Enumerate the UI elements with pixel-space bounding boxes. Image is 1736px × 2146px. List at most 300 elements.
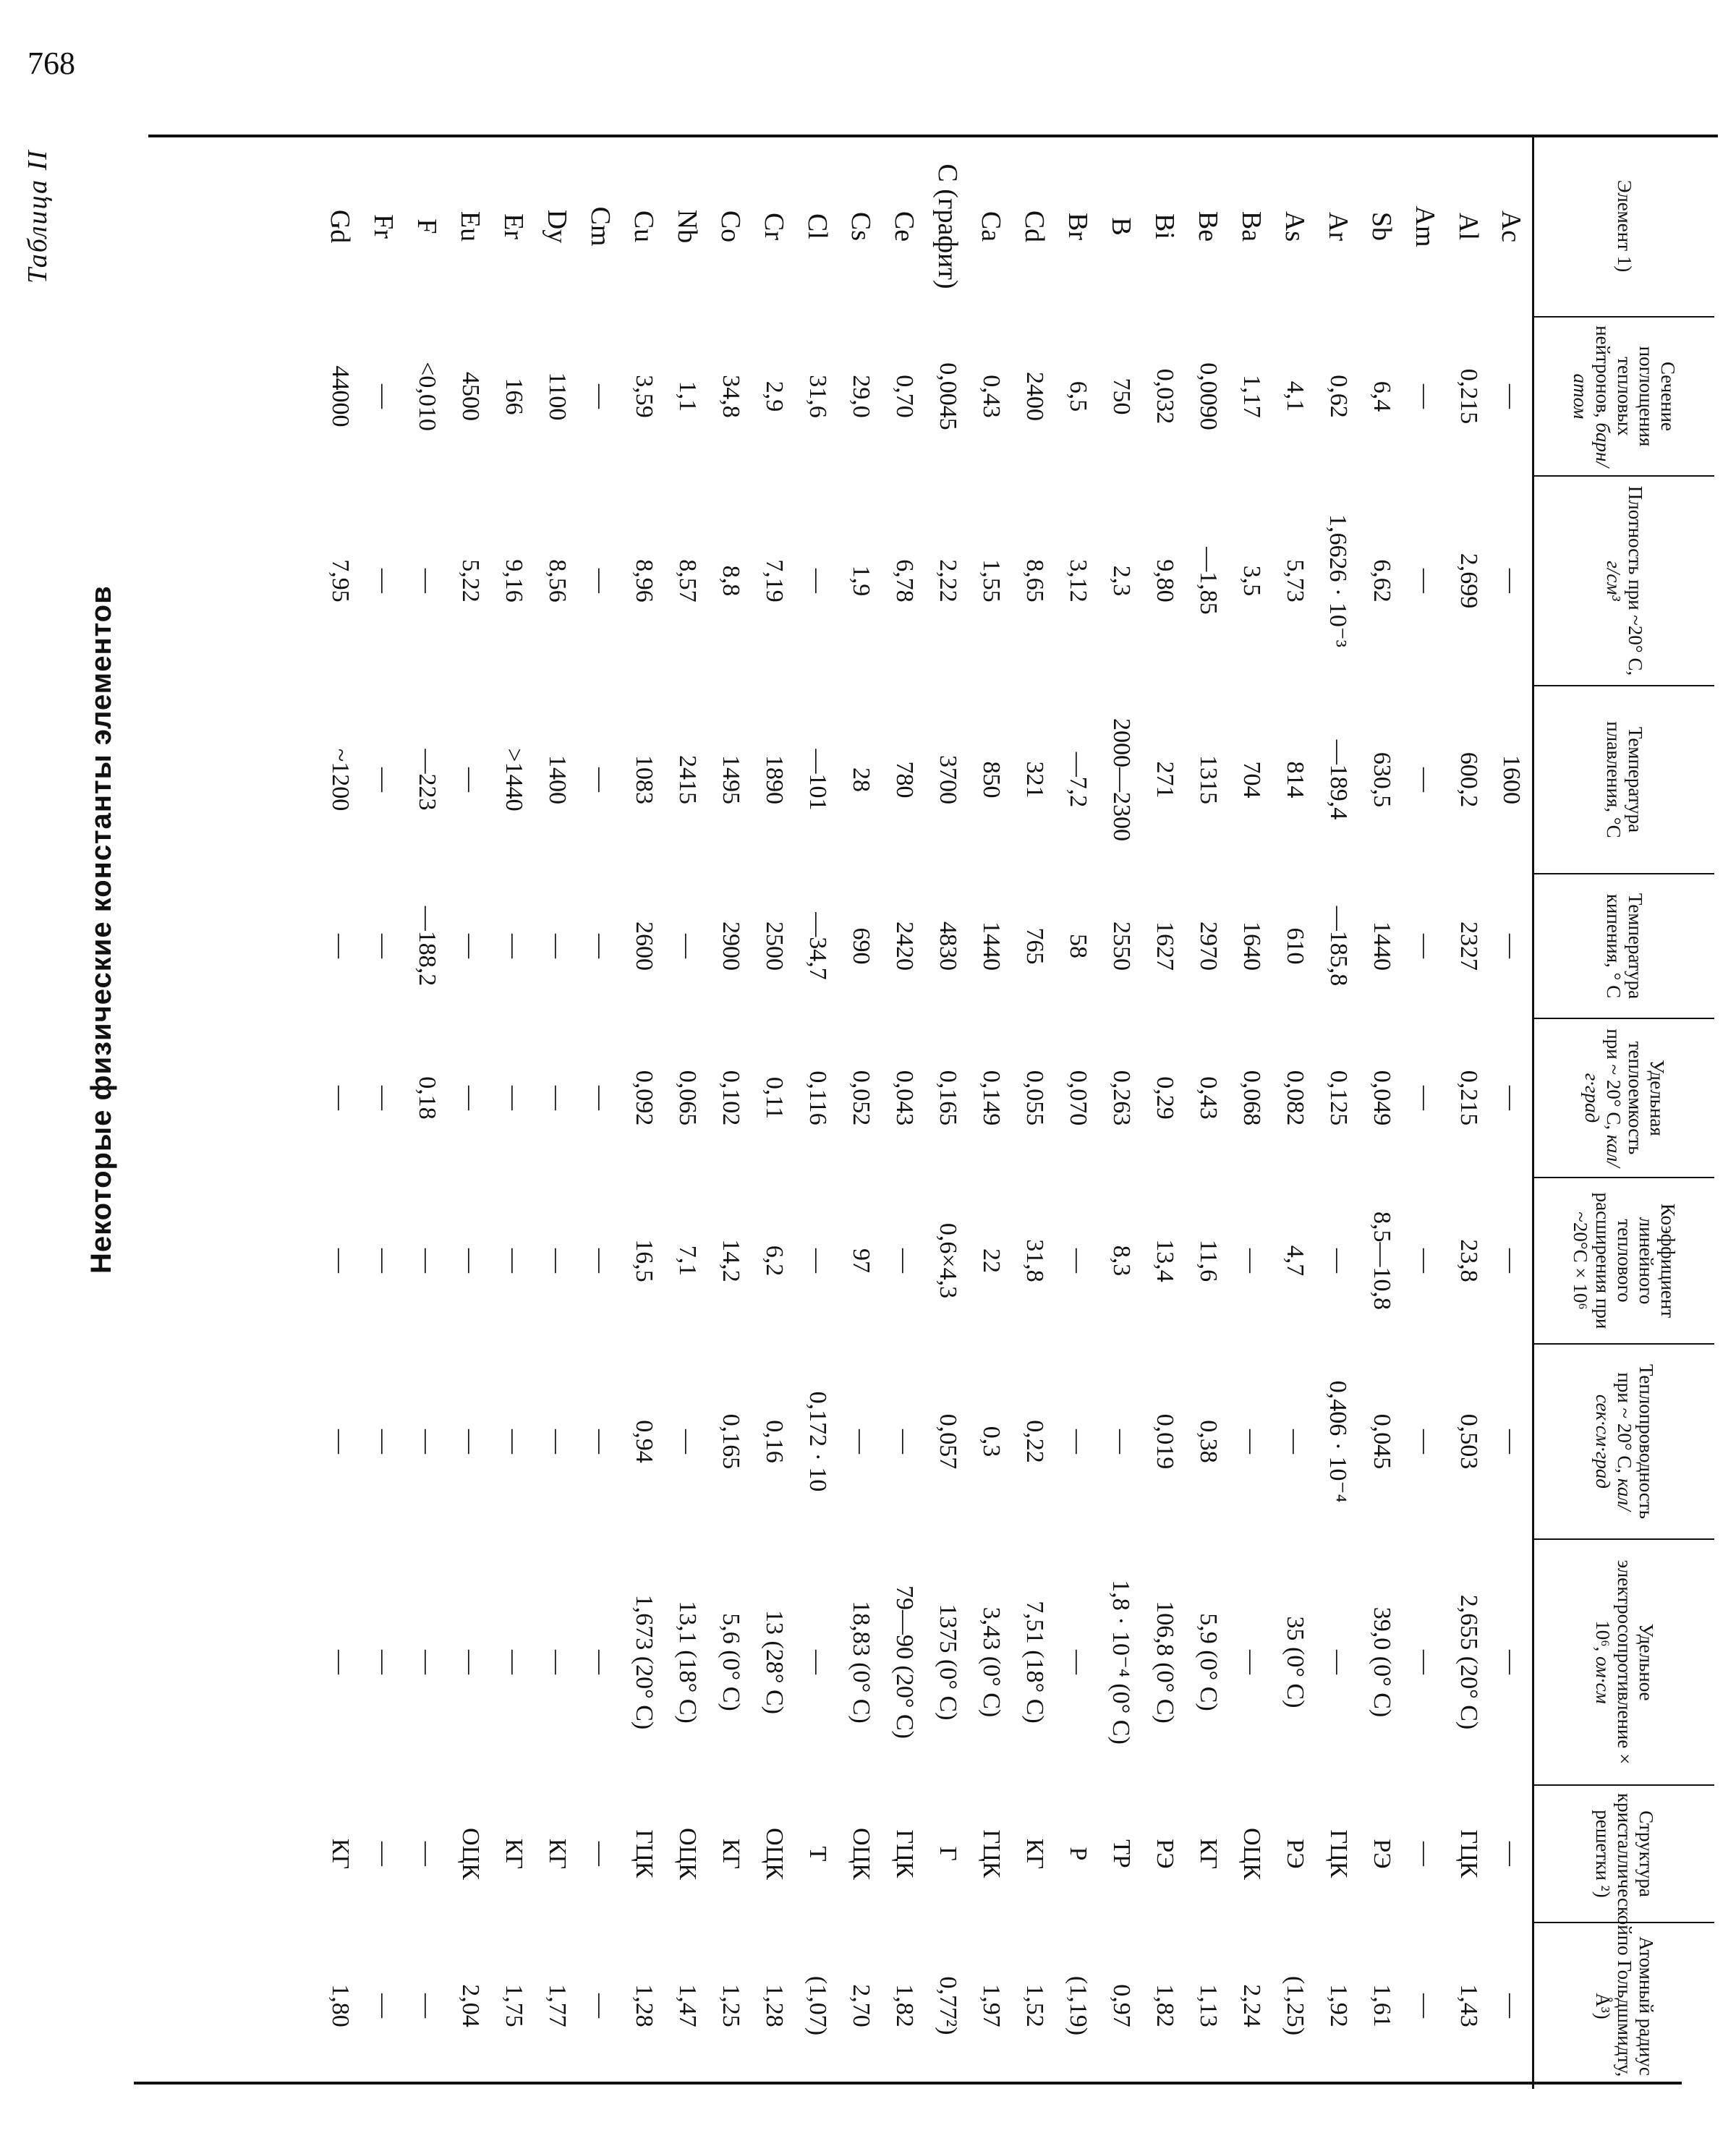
table-cell: 1,97 [978,1984,1005,2027]
element-symbol: F [412,218,442,234]
table-cell: 0,0090 [1195,362,1222,430]
column-title: Температура плавления, °С [1602,721,1646,838]
element-symbol: Fr [368,214,399,239]
table-cell: — [1282,1429,1309,1454]
column-header [1533,1178,1714,1344]
column-unit: ом·см [1591,1656,1614,1704]
table-cell: —7,2 [1065,751,1092,808]
table-row [709,136,752,2089]
table-cell: 0,215 [1455,1070,1482,1126]
table-cell: 0,11 [761,1076,788,1120]
table-cell: 0,0045 [935,362,961,430]
table-cell: 1100 [544,372,571,421]
table-cell: — [1412,1993,1439,2018]
table-cell: РЭ [1369,1839,1395,1869]
element-symbol: Bi [1149,213,1180,239]
table-cell: — [1498,384,1526,409]
table-cell: ОЦК [674,1828,701,1880]
table-cell: 2,70 [848,1984,875,2027]
table-cell: 2600 [631,921,658,971]
table-cell: — [848,1429,875,1454]
rotated-table-container [145,136,1714,2089]
table-cell: 0,049 [1369,1070,1395,1126]
table-cell: 1,52 [1021,1984,1048,2027]
table-cell: — [587,1086,614,1110]
table-cell: 0,165 [718,1413,744,1470]
table-cell: 1,47 [674,1984,701,2027]
table-cell: 1083 [631,755,658,804]
element-symbol: Cl [802,213,833,239]
table-cell: — [1238,1650,1265,1674]
table-cell: 1,28 [631,1984,658,2027]
element-symbol: Gd [325,209,355,244]
table-cell: — [1498,1993,1526,2018]
column-title: Сечение поглощения тепловых нейтронов, [1591,325,1680,447]
table-cell: 31,6 [804,375,831,418]
table-row [1056,136,1099,2089]
table-cell: ГЦК [891,1829,918,1878]
table-cell: 8,5—10,8 [1369,1212,1395,1310]
table-cell: 29,0 [848,375,875,418]
table-cell: КГ [544,1838,571,1870]
table-cell: 600,2 [1455,751,1482,808]
table-cell: 5,6 (0° С) [718,1613,744,1711]
table-cell: 271 [1152,761,1178,799]
document-title: Некоторые физические константы элементов [85,585,117,1274]
table-cell: Т [804,1846,831,1862]
table-cell: — [414,1429,441,1454]
table-cell: 321 [1021,761,1048,799]
table-cell: 13,1 (18° С) [674,1601,701,1724]
table-cell: 3,5 [1238,565,1265,597]
table-cell: — [544,934,571,958]
table-cell: 6,4 [1369,380,1395,412]
element-symbol: B [1106,217,1136,236]
page-number: 768 [27,46,75,81]
table-cell: 690 [848,927,875,965]
table-cell: 2,655 (20° С) [1455,1594,1482,1730]
table-cell: 1,25 [718,1984,744,2027]
table-cell: 16,5 [631,1239,658,1282]
table-row [1447,136,1490,2089]
table-cell: — [1412,384,1439,409]
table-cell: —1,85 [1195,547,1222,615]
element-symbol: Cr [759,213,789,240]
table-cell: — [1065,1429,1092,1454]
table-cell: 0,065 [674,1070,701,1126]
element-symbol: Al [1453,213,1484,240]
table-cell: — [457,1086,484,1110]
table-cell: 1315 [1195,755,1222,804]
table-cell: 1,6626 · 10⁻³ [1324,514,1351,647]
table-cell: — [501,1429,527,1454]
table-cell: 0,068 [1238,1070,1265,1126]
table-cell: 0,082 [1282,1070,1309,1126]
table-row [839,136,882,2089]
table-cell: КГ [1195,1838,1222,1870]
table-cell: (1,25) [1282,1975,1309,2036]
table-cell: 2420 [891,921,918,971]
table-cell: 14,2 [718,1239,744,1282]
table-cell: 11,6 [1195,1239,1222,1282]
table-cell: 1890 [761,755,788,804]
column-title: Плотность при ~20° С, [1624,485,1646,676]
table-cell: 0,092 [631,1070,658,1126]
column-header [1533,476,1714,686]
table-cell: 630,5 [1369,751,1395,808]
table-cell: — [587,767,614,792]
element-symbol: Ca [976,210,1006,242]
table-cell: 2,699 [1455,553,1482,609]
table-cell: — [674,934,701,958]
table-cell: 0,94 [631,1420,658,1463]
table-cell: — [1065,1650,1092,1674]
table-cell: Р [1065,1847,1092,1861]
table-cell: — [457,934,484,958]
table-cell: 5,22 [457,559,484,603]
element-symbol: Ac [1496,210,1527,243]
table-cell: 765 [1021,927,1048,965]
table-row [535,136,579,2089]
table-cell: 0,055 [1021,1070,1048,1126]
table-cell: 1,80 [327,1984,354,2027]
table-cell: — [457,1248,484,1273]
table-cell: — [370,1841,397,1866]
table-cell: — [1325,1650,1352,1674]
table-row [1186,136,1230,2089]
table-row [1273,136,1316,2089]
table-cell: — [1498,1086,1526,1110]
table-cell: 1,92 [1325,1984,1352,2027]
table-cell: 9,16 [501,559,527,603]
element-symbol: Cu [629,210,659,243]
table-cell: 2900 [718,921,744,971]
table-cell: 850 [978,761,1005,799]
table-cell: 4,1 [1282,380,1309,412]
table-cell: 8,56 [544,559,571,603]
table-cell: — [1325,1248,1352,1273]
table-cell: 39,0 (0° С) [1369,1606,1395,1718]
column-unit: барн/атом [1570,373,1614,467]
table-cell: — [1412,1086,1439,1110]
table-cell: — [501,1086,527,1110]
table-cell: 1627 [1152,921,1178,971]
table-cell: — [370,1993,397,2018]
column-header [1533,317,1714,476]
table-cell: — [370,934,397,958]
table-cell: 1400 [544,755,571,804]
table-cell: — [501,1650,527,1674]
table-cell: — [414,1993,441,2018]
element-symbol: Br [1063,213,1093,240]
table-cell: 6,62 [1369,559,1395,603]
table-cell: 0,019 [1152,1413,1178,1470]
table-row [882,136,926,2089]
table-cell: 0,070 [1065,1070,1092,1126]
table-cell: 0,62 [1325,375,1352,418]
table-cell: — [1498,569,1526,593]
table-cell: 2,04 [457,1984,484,2027]
table-cell: — [544,1086,571,1110]
table-cell: 0,6×4,3 [935,1222,961,1299]
table-row [665,136,709,2089]
table-cell: — [370,767,397,792]
table-cell: —189,4 [1325,739,1352,820]
table-cell: — [501,934,527,958]
table-cell: — [370,1248,397,1273]
table-row [1403,136,1447,2089]
table-cell: — [1065,1248,1092,1273]
table-cell: 0,29 [1152,1076,1178,1120]
table-cell: 44000 [327,365,354,427]
table-cell: 0,16 [761,1420,788,1463]
table-cell: —188,2 [414,906,441,987]
table-cell: 4830 [935,921,961,971]
table-cell: 7,1 [674,1245,701,1277]
column-title: Коэффициент линейного теплового расширения при ~20°С × 10⁶ [1570,1192,1680,1329]
table-row [752,136,796,2089]
table-cell: 166 [501,378,527,415]
table-cell: — [587,1429,614,1454]
table-cell: 610 [1282,927,1309,965]
column-title: Температура кипения, ° С [1602,893,1646,1000]
table-cell: (1,07) [804,1975,831,2036]
table-cell: 9,80 [1152,559,1178,603]
table-cell: 0,165 [935,1070,961,1126]
table-cell: (1,19) [1065,1975,1092,2036]
table-row [362,136,405,2089]
table-cell: КГ [718,1838,744,1870]
table-cell: 0,3 [978,1426,1005,1457]
table-cell: ГЦК [1455,1829,1482,1878]
column-header [1533,1923,1714,2089]
table-row [969,136,1013,2089]
table-cell: 7,95 [327,559,354,603]
table-cell: 704 [1238,761,1265,799]
table-cell: — [544,1429,571,1454]
table-row [318,136,362,2089]
table-cell: — [587,1993,614,2018]
table-cell: 5,73 [1282,559,1309,603]
table-cell: 35 (0° С) [1282,1616,1309,1708]
element-symbol: Cd [1019,210,1050,243]
table-cell: 3,12 [1065,559,1092,603]
table-cell: 6,78 [891,559,918,603]
table-cell: —34,7 [804,912,831,980]
table-cell: 5,9 (0° С) [1195,1613,1222,1711]
table-cell: 1,17 [1238,375,1265,418]
table-cell: 0,406 · 10⁻⁴ [1324,1380,1351,1503]
element-symbol: Nb [672,209,702,244]
table-cell: 0,149 [978,1070,1005,1126]
element-symbol: Co [715,210,746,243]
table-cell: 0,032 [1152,368,1178,425]
table-cell: 23,8 [1455,1239,1482,1282]
table-cell: 97 [848,1248,875,1273]
table-cell: — [414,1841,441,1866]
table-cell: — [1412,569,1439,593]
table-cell: 1495 [718,755,744,804]
column-title: Удельная теплоемкость при ~ 20° С, [1602,1029,1669,1155]
table-row [1230,136,1273,2089]
table-cell: — [457,1650,484,1674]
column-header [1533,1018,1714,1178]
table-cell: 1,13 [1195,1984,1222,2027]
table-cell: — [804,1248,831,1273]
table-cell: 7,19 [761,559,788,603]
table-cell: РЭ [1282,1839,1309,1869]
table-cell: 2,3 [1108,565,1135,597]
table-cell: — [587,1650,614,1674]
table-cell: 1,82 [891,1984,918,2027]
table-cell: 0,97 [1108,1984,1135,2027]
table-cell: — [587,1841,614,1866]
table-cell: 18,83 (0° С) [848,1601,875,1724]
column-unit: г/см³ [1602,561,1625,601]
table-cell: 3,59 [631,375,658,418]
table-cell: — [1238,1429,1265,1454]
table-cell: 2,9 [761,380,788,412]
table-cell: 1,55 [978,559,1005,603]
column-title: Теплопроводность при ~ 20° С, [1613,1363,1658,1520]
table-cell: 2,24 [1238,1984,1265,2027]
table-row [926,136,969,2089]
column-header [1533,136,1714,317]
table-cell: — [414,1650,441,1674]
table-cell: 1,673 (20° С) [631,1594,658,1730]
table-cell: 8,3 [1108,1245,1135,1277]
table-cell: 0,057 [935,1413,961,1470]
table-cell: ТР [1108,1839,1135,1868]
table-cell: 2400 [1021,372,1048,421]
table-cell: — [457,767,484,792]
table-cell: 1640 [1238,921,1265,971]
table-cell: — [544,1248,571,1273]
element-symbol: Be [1193,210,1223,242]
table-cell: 4,7 [1282,1245,1309,1277]
table-cell: 1440 [978,921,1005,971]
table-cell: 13,4 [1152,1239,1178,1282]
table-cell: 6,2 [761,1245,788,1277]
table-cell: — [370,569,397,593]
table-cell: — [370,1086,397,1110]
table-cell: КГ [501,1838,527,1870]
table-row [1013,136,1056,2089]
table-cell: 1,61 [1369,1984,1395,2027]
table-cell: 0,125 [1325,1070,1352,1126]
table-cell: 8,8 [718,565,744,597]
table-cell: —223 [414,749,441,811]
table-cell: — [457,1429,484,1454]
constants-table [318,136,1714,2089]
table-cell: ГЦК [1325,1829,1352,1878]
table-cell: — [1412,1248,1439,1273]
table-cell: — [501,1248,527,1273]
table-cell: 0,38 [1195,1420,1222,1463]
table-cell: 1,8 · 10⁻⁴ (0° С) [1107,1580,1134,1745]
table-cell: 13 (28° С) [761,1610,788,1714]
table-cell: 8,57 [674,559,701,603]
table-cell: 1600 [1498,755,1526,804]
table-cell: — [587,934,614,958]
table-cell: — [1108,1429,1135,1454]
table-cell: 0,22 [1021,1420,1048,1463]
table-cell: 0,43 [1195,1076,1222,1120]
element-symbol: C (графит) [932,163,963,289]
table-cell: ГЦК [978,1829,1005,1878]
table-cell: — [1412,1841,1439,1866]
table-cell: 814 [1282,761,1309,799]
table-cell: — [1498,1429,1526,1454]
table-cell: — [1412,1650,1439,1674]
table-cell: — [804,1650,831,1674]
table-cell: — [587,569,614,593]
table-cell: КГ [1021,1838,1048,1870]
table-cell: ГЦК [631,1829,658,1878]
table-row [1099,136,1143,2089]
column-header [1533,1344,1714,1539]
table-cell: 1,82 [1152,1984,1178,2027]
column-unit: кал/сек·см·град [1591,1394,1635,1511]
table-cell: — [370,384,397,409]
table-cell: 3,43 (0° С) [978,1606,1005,1718]
element-symbol: Eu [455,210,485,242]
table-cell: 3700 [935,755,961,804]
table-cell: —185,8 [1325,906,1352,987]
table-cell: 0,045 [1369,1413,1395,1470]
table-row [579,136,622,2089]
table-cell: ОЦК [1238,1828,1265,1880]
table-cell: >1440 [501,748,527,812]
column-unit: кал/г·град [1580,1073,1625,1167]
table-cell: — [1238,1248,1265,1273]
table-cell: 58 [1065,934,1092,958]
table-cell: 2500 [761,921,788,971]
table-row [1360,136,1403,2089]
table-cell: 22 [978,1248,1005,1273]
table-cell: <0,010 [414,362,441,431]
table-cell: — [674,1429,701,1454]
table-cell: — [327,1650,354,1674]
table-cell: 2415 [674,755,701,804]
table-cell: — [327,1086,354,1110]
table-cell: — [1412,934,1439,958]
table-cell: — [587,384,614,409]
element-symbol: As [1280,210,1310,242]
table-cell: 0,70 [891,375,918,418]
table-cell: 0,102 [718,1070,744,1126]
element-symbol: Ar [1323,211,1353,242]
table-cell: 7,51 (18° С) [1021,1601,1048,1724]
table-cell: КГ [327,1838,354,1870]
table-row [1316,136,1360,2089]
table-cell: 1,1 [674,380,701,412]
table-cell: 31,8 [1021,1239,1048,1282]
column-header [1533,686,1714,874]
table-cell: 0,043 [891,1070,918,1126]
table-cell: — [891,1429,918,1454]
table-cell: — [544,1650,571,1674]
table-cell: — [1412,767,1439,792]
element-symbol: Ba [1236,210,1267,242]
table-cell: ОЦК [457,1828,484,1880]
column-title: Удельное электросопротивление × 10⁶, [1591,1559,1658,1765]
table-cell: 1,77 [544,1984,571,2027]
element-symbol: Cs [846,211,876,242]
table-cell: 28 [848,767,875,792]
table-cell: — [1498,934,1526,958]
table-label: Таблица II [22,149,53,284]
